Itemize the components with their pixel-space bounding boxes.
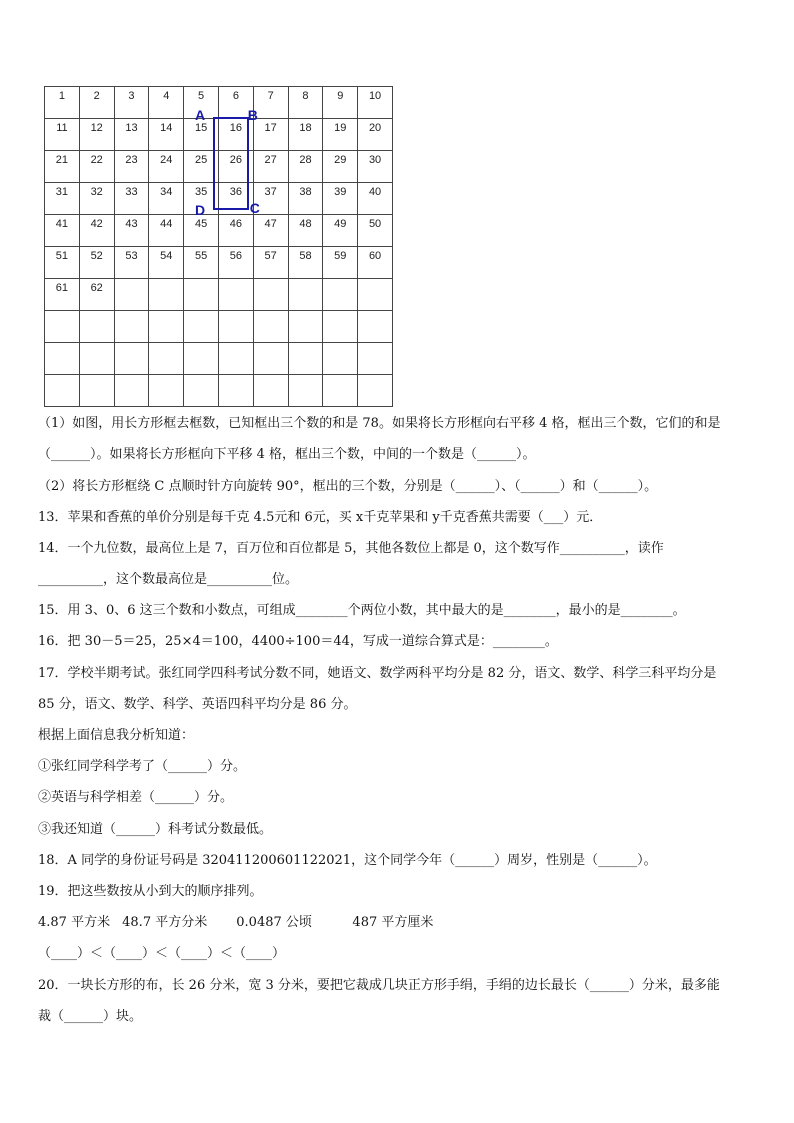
grid-cell — [114, 375, 149, 407]
grid-cell: 5 — [184, 87, 219, 119]
grid-cell: 22 — [79, 151, 114, 183]
grid-cell: 52 — [79, 247, 114, 279]
q19-value-2: 48.7 平方分米 — [122, 915, 208, 930]
grid-cell: 13 — [114, 119, 149, 151]
grid-row — [45, 279, 393, 311]
corner-label-c: C — [249, 200, 260, 216]
grid-row — [45, 375, 393, 407]
grid-cell: 32 — [79, 183, 114, 215]
question-17-item2: ②英语与科学相差（______）分。 — [38, 790, 234, 805]
grid-cell — [114, 279, 149, 311]
question-12-part2: （2）将长方形框绕 C 点顺时针方向旋转 90°，框出的三个数，分别是（______）、（______）和（______）。 — [38, 479, 658, 494]
grid-cell: 40 — [358, 183, 393, 215]
question-19-values — [38, 914, 764, 932]
grid-cell: 61 — [45, 279, 80, 311]
q19-value-1: 4.87 平方米 — [38, 915, 111, 930]
grid-cell: 56 — [218, 247, 253, 279]
grid-cell: 62 — [79, 279, 114, 311]
grid-cell: 25 — [184, 151, 219, 183]
grid-cell: 12 — [79, 119, 114, 151]
grid-cell: 58 — [288, 247, 323, 279]
grid-cell — [218, 311, 253, 343]
grid-cell — [218, 279, 253, 311]
question-15: 15．用 3、0、6 这三个数和小数点，可组成________个两位小数，其中最大的是________，最小的是________。 — [38, 603, 686, 618]
grid-cell: 3 — [114, 87, 149, 119]
grid-cell — [358, 375, 393, 407]
grid-cell: 45 — [184, 215, 219, 247]
grid-cell: 35 — [184, 183, 219, 215]
grid-cell: 20 — [358, 119, 393, 151]
grid-cell — [218, 375, 253, 407]
grid-cell: 26 — [218, 151, 253, 183]
grid-cell: 59 — [323, 247, 358, 279]
grid-cell: 38 — [288, 183, 323, 215]
grid-cell: 60 — [358, 247, 393, 279]
grid-cell — [45, 311, 80, 343]
grid-cell: 1 — [45, 87, 80, 119]
question-13: 13．苹果和香蕉的单价分别是每千克 4.5元和 6元，买 x千克苹果和 y千克香蕉共需要（___）元． — [38, 510, 603, 525]
grid-cell: 47 — [253, 215, 288, 247]
q19-value-4: 487 平方厘米 — [352, 915, 434, 930]
grid-cell: 33 — [114, 183, 149, 215]
grid-cell — [253, 311, 288, 343]
grid-cell — [114, 343, 149, 375]
grid-cell — [358, 311, 393, 343]
grid-cell: 49 — [323, 215, 358, 247]
grid-row — [45, 215, 393, 247]
grid-cell: 30 — [358, 151, 393, 183]
grid-row — [45, 119, 393, 151]
grid-row — [45, 87, 393, 119]
grid-cell — [323, 375, 358, 407]
grid-row — [45, 343, 393, 375]
question-19-order: （____）＜（____）＜（____）＜（____） — [38, 946, 286, 961]
grid-cell: 48 — [288, 215, 323, 247]
corner-label-a: A — [195, 107, 206, 123]
grid-cell — [358, 279, 393, 311]
question-14-line1: 14．一个九位数，最高位上是 7，百万位和百位都是 5，其他各数位上都是 0，这个数写作__________，读作 — [38, 541, 664, 556]
grid-cell: 9 — [323, 87, 358, 119]
grid-cell: 41 — [45, 215, 80, 247]
grid-cell: 55 — [184, 247, 219, 279]
grid-cell: 8 — [288, 87, 323, 119]
grid-cell: 7 — [253, 87, 288, 119]
grid-cell — [323, 279, 358, 311]
grid-cell — [45, 343, 80, 375]
grid-cell — [149, 311, 184, 343]
grid-cell — [45, 375, 80, 407]
number-grid-figure — [44, 86, 382, 396]
grid-cell: 16 — [218, 119, 253, 151]
question-19: 19．把这些数按从小到大的顺序排列。 — [38, 884, 263, 899]
grid-cell: 44 — [149, 215, 184, 247]
grid-row — [45, 311, 393, 343]
question-17-item3: ③我还知道（______）科考试分数最低。 — [38, 822, 273, 837]
grid-cell — [149, 375, 184, 407]
grid-cell: 27 — [253, 151, 288, 183]
grid-cell — [218, 343, 253, 375]
grid-cell — [149, 343, 184, 375]
grid-cell: 18 — [288, 119, 323, 151]
question-20-line1: 20．一块长方形的布，长 26 分米，宽 3 分米，要把它裁成几块正方形手绢，手绢的边长最长（______）分米，最多能 — [38, 978, 720, 993]
grid-cell: 34 — [149, 183, 184, 215]
grid-cell: 6 — [218, 87, 253, 119]
grid-cell: 42 — [79, 215, 114, 247]
grid-cell — [149, 279, 184, 311]
grid-cell: 54 — [149, 247, 184, 279]
grid-cell: 57 — [253, 247, 288, 279]
grid-cell — [288, 375, 323, 407]
grid-cell: 23 — [114, 151, 149, 183]
grid-cell — [288, 279, 323, 311]
corner-label-b: B — [247, 107, 258, 123]
grid-cell: 36 — [218, 183, 253, 215]
grid-cell: 28 — [288, 151, 323, 183]
grid-cell: 11 — [45, 119, 80, 151]
grid-cell — [79, 375, 114, 407]
grid-cell — [253, 375, 288, 407]
question-16: 16．把 30－5＝25，25×4＝100，4400÷100＝44，写成一道综合算式是：________。 — [38, 634, 558, 649]
grid-cell — [184, 311, 219, 343]
grid-cell — [253, 279, 288, 311]
grid-cell: 39 — [323, 183, 358, 215]
grid-cell — [184, 279, 219, 311]
question-12-part1-line2: （______）。如果将长方形框向下平移 4 格，框出三个数，中间的一个数是（______）。 — [38, 447, 536, 462]
question-20-line2: 裁（______）块。 — [38, 1009, 143, 1024]
grid-cell — [358, 343, 393, 375]
grid-cell: 19 — [323, 119, 358, 151]
grid-row — [45, 247, 393, 279]
grid-cell: 51 — [45, 247, 80, 279]
question-17-intro: 根据上面信息我分析知道： — [38, 728, 195, 743]
corner-label-d: D — [195, 202, 206, 218]
grid-cell: 15 — [184, 119, 219, 151]
grid-cell: 2 — [79, 87, 114, 119]
grid-cell: 17 — [253, 119, 288, 151]
grid-cell: 24 — [149, 151, 184, 183]
question-12-part1-line1: （1）如图，用长方形框去框数，已知框出三个数的和是 78。如果将长方形框向右平移 4 格，框出三个数，它们的和是 — [38, 416, 721, 431]
grid-cell: 50 — [358, 215, 393, 247]
question-14-line2: __________，这个数最高位是__________位。 — [38, 572, 299, 587]
grid-cell — [288, 311, 323, 343]
grid-cell — [288, 343, 323, 375]
question-17-item1: ①张红同学科学考了（______）分。 — [38, 759, 247, 774]
grid-cell — [323, 343, 358, 375]
grid-cell: 43 — [114, 215, 149, 247]
grid-row — [45, 183, 393, 215]
grid-cell — [184, 375, 219, 407]
grid-cell: 14 — [149, 119, 184, 151]
grid-cell — [253, 343, 288, 375]
question-17-line1: 17．学校半期考试。张红同学四科考试分数不同，她语文、数学两科平均分是 82 分，语文、数学、科学三科平均分是 — [38, 666, 717, 681]
grid-row — [45, 151, 393, 183]
grid-cell — [114, 311, 149, 343]
grid-cell: 21 — [45, 151, 80, 183]
grid-cell — [79, 343, 114, 375]
grid-cell: 31 — [45, 183, 80, 215]
number-grid — [44, 86, 393, 407]
grid-cell: 29 — [323, 151, 358, 183]
question-17-line2: 85 分，语文、数学、科学、英语四科平均分是 86 分。 — [38, 697, 357, 712]
grid-cell — [79, 311, 114, 343]
grid-cell: 53 — [114, 247, 149, 279]
grid-cell — [184, 343, 219, 375]
grid-cell: 46 — [218, 215, 253, 247]
grid-cell: 37 — [253, 183, 288, 215]
q19-value-3: 0.0487 公顷 — [236, 915, 312, 930]
grid-cell: 4 — [149, 87, 184, 119]
question-18: 18．A 同学的身份证号码是 320411200601122021，这个同学今年（______）周岁，性别是（______）。 — [38, 853, 657, 868]
grid-cell: 10 — [358, 87, 393, 119]
grid-cell — [323, 311, 358, 343]
